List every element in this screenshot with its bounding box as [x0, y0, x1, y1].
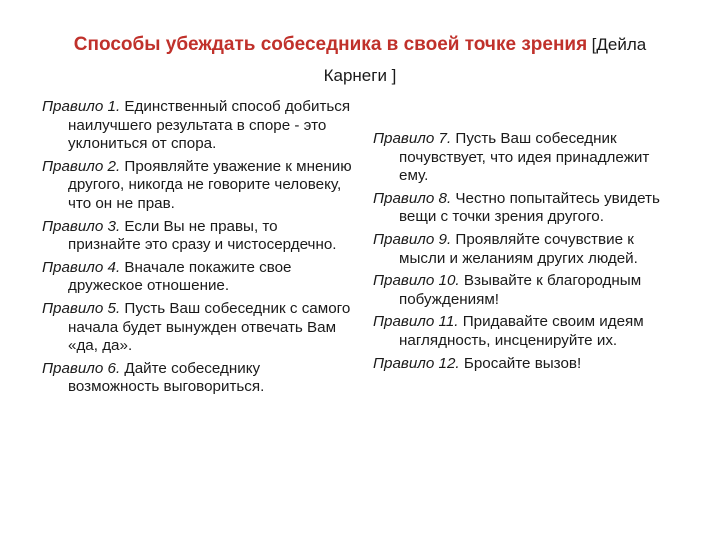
rule-label: Правило 4. — [42, 258, 121, 276]
title-author: [Дейла Карнеги ] — [323, 35, 647, 85]
rule-11 — [373, 313, 678, 350]
rule-text: Бросайте вызов! — [463, 354, 582, 372]
rule-text: Честно попытайтесь увидеть вещи с точки зрения другого. — [399, 189, 660, 226]
rule-label: Правило 6. — [42, 359, 121, 377]
rule-7 — [373, 130, 678, 186]
rule-text: Проявляйте сочувствие к мысли и желаниям других людей. — [399, 230, 638, 267]
rule-label: Правило 12. — [373, 354, 460, 372]
rule-4 — [42, 259, 352, 296]
rule-2 — [42, 158, 352, 214]
page-title — [40, 30, 680, 92]
rule-label: Правило 1. — [42, 98, 121, 115]
rule-text: Проявляйте уважение к мнению другого, никогда не говорите человеку, что он не прав. — [68, 157, 352, 212]
rule-text: Пусть Ваш собеседник с самого начала будет вынужден отвечать Вам «да, да». — [68, 299, 351, 355]
rule-text: Взывайте к благородным побуждениям! — [399, 272, 642, 308]
rule-text: Единственный способ добиться наилучшего результата в споре - это уклониться от спора. — [68, 98, 351, 153]
rule-text: Пусть Ваш собеседник почувствует, что идея принадлежит ему. — [399, 130, 650, 185]
rule-label: Правило 8. — [373, 189, 452, 207]
rule-label: Правило 7. — [373, 130, 452, 147]
rules-right-column — [373, 130, 678, 377]
rule-9 — [373, 231, 678, 268]
rule-8 — [373, 190, 678, 227]
rule-10 — [373, 272, 678, 309]
rule-text: Придавайте своим идеям наглядность, инсценируйте их. — [399, 313, 644, 349]
rule-text: Если Вы не правы, то признайте это сразу и чистосердечно. — [68, 217, 337, 254]
title-main: Способы убеждать собеседника в своей точке зрения — [73, 34, 588, 55]
rule-text: Вначале покажите свое дружеское отношение. — [68, 258, 292, 295]
rule-5 — [42, 300, 352, 356]
rule-6 — [42, 360, 352, 397]
rule-label: Правило 9. — [373, 230, 452, 248]
rule-1 — [42, 98, 352, 154]
rule-label: Правило 2. — [42, 157, 121, 175]
rule-label: Правило 5. — [42, 299, 121, 317]
rule-text: Дайте собеседнику возможность выговориться. — [68, 359, 265, 396]
rules-left-column — [42, 98, 352, 401]
rule-label: Правило 11. — [373, 313, 459, 331]
rule-label: Правило 3. — [42, 217, 121, 235]
rule-3 — [42, 218, 352, 255]
rule-label: Правило 10. — [373, 272, 460, 290]
rule-12 — [373, 355, 678, 374]
